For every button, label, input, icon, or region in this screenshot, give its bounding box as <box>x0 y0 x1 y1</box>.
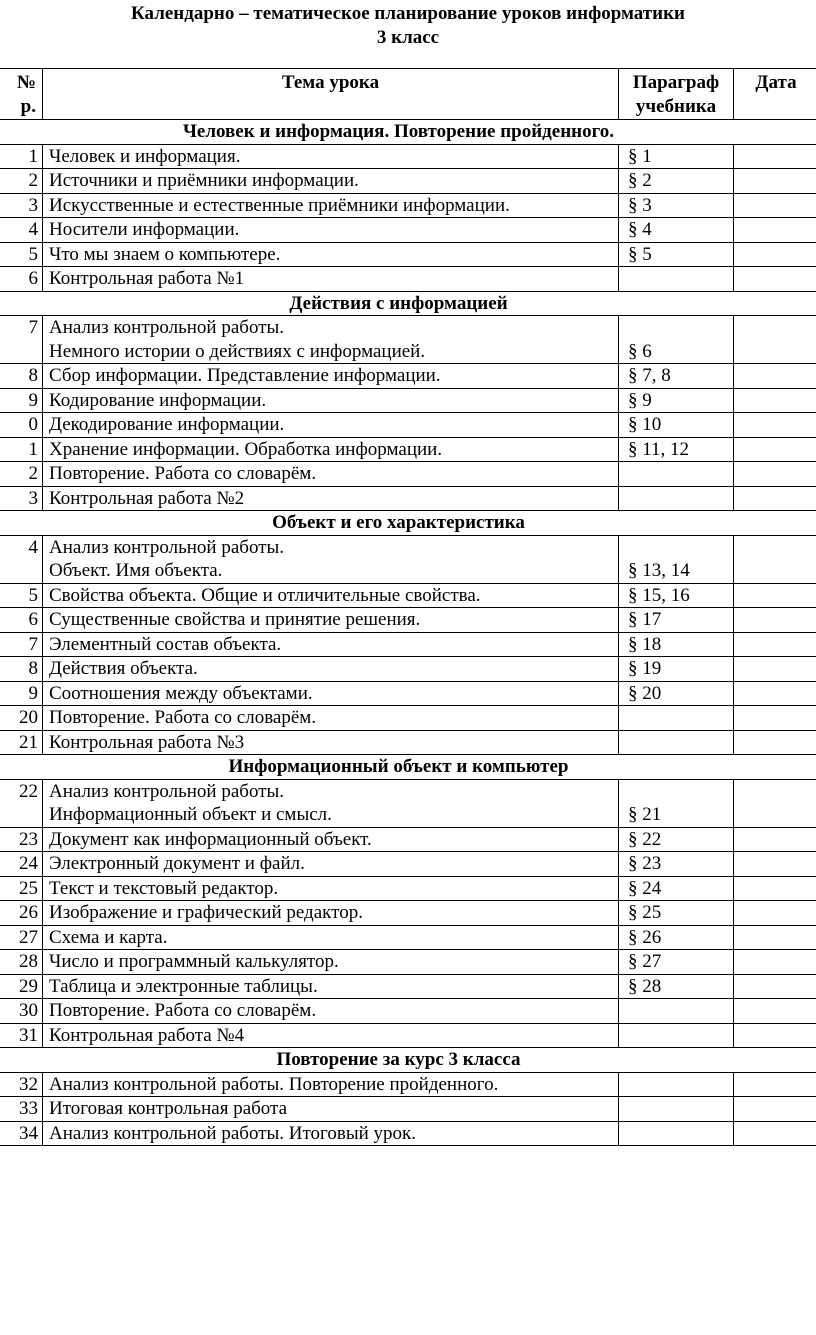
lesson-date <box>734 901 816 926</box>
lesson-topic <box>43 681 619 706</box>
lesson-number: 5 <box>0 242 43 267</box>
lesson-date <box>734 437 816 462</box>
lesson-topic-line: Немного истории о действиях с информацией. <box>49 340 426 362</box>
lesson-number: 34 <box>0 1121 43 1146</box>
textbook-paragraph <box>619 486 734 511</box>
section-header-row <box>0 120 816 145</box>
textbook-paragraph: § 4 <box>619 218 734 243</box>
table-row <box>0 169 816 194</box>
title-line-2: 3 класс <box>376 27 440 48</box>
lesson-number: 7 <box>0 632 43 657</box>
lesson-topic-line: Кодирование информации. <box>49 389 267 411</box>
table-row <box>0 218 816 243</box>
table-row <box>0 925 816 950</box>
lesson-date <box>734 730 816 755</box>
lesson-date <box>734 657 816 682</box>
lesson-date <box>734 974 816 999</box>
section-title: Действия с информацией <box>0 291 816 316</box>
lesson-topic <box>43 1023 619 1048</box>
lesson-topic <box>43 535 619 583</box>
lesson-number: 6 <box>0 608 43 633</box>
lesson-topic-line: Документ как информационный объект. <box>49 828 372 850</box>
lesson-topic <box>43 779 619 827</box>
lesson-topic <box>43 316 619 364</box>
textbook-paragraph: § 9 <box>619 388 734 413</box>
lesson-topic <box>43 925 619 950</box>
lesson-number: 32 <box>0 1072 43 1097</box>
lesson-topic-line: Повторение. Работа со словарём. <box>49 1000 317 1021</box>
lesson-number: 2 <box>0 462 43 487</box>
lesson-topic-line: Контрольная работа №1 <box>49 268 245 289</box>
lesson-date <box>734 999 816 1024</box>
lesson-date <box>734 950 816 975</box>
lesson-number: 8 <box>0 657 43 682</box>
table-row <box>0 730 816 755</box>
lesson-date <box>734 1121 816 1146</box>
lesson-topic-line: Человек и информация. <box>49 145 241 167</box>
table-row <box>0 827 816 852</box>
textbook-paragraph: § 18 <box>619 632 734 657</box>
lesson-topic-line: Сбор информации. Представление информации. <box>49 365 441 386</box>
lesson-topic-line: Анализ контрольной работы. <box>49 780 285 802</box>
table-row <box>0 901 816 926</box>
lesson-topic <box>43 242 619 267</box>
lesson-date <box>734 876 816 901</box>
textbook-paragraph: § 13, 14 <box>619 535 734 583</box>
textbook-paragraph: § 5 <box>619 242 734 267</box>
lesson-topic <box>43 144 619 169</box>
table-header-row <box>0 69 816 120</box>
lesson-number: 33 <box>0 1097 43 1122</box>
section-title: Повторение за курс 3 класса <box>0 1048 816 1073</box>
textbook-paragraph: § 27 <box>619 950 734 975</box>
section-title: Человек и информация. Повторение пройденного. <box>0 120 816 145</box>
lesson-date <box>734 706 816 731</box>
textbook-paragraph: § 15, 16 <box>619 583 734 608</box>
textbook-paragraph <box>619 1072 734 1097</box>
textbook-paragraph <box>619 267 734 292</box>
table-row <box>0 535 816 583</box>
table-row <box>0 706 816 731</box>
lesson-topic <box>43 364 619 389</box>
lesson-topic <box>43 1121 619 1146</box>
section-title: Информационный объект и компьютер <box>0 755 816 780</box>
lesson-number: 21 <box>0 730 43 755</box>
lesson-number: 4 <box>0 535 43 583</box>
lesson-date <box>734 1023 816 1048</box>
table-row <box>0 267 816 292</box>
section-title: Объект и его характеристика <box>0 511 816 536</box>
textbook-paragraph: § 26 <box>619 925 734 950</box>
lesson-topic-line: Изображение и графический редактор. <box>49 902 363 923</box>
lesson-topic-line: Повторение. Работа со словарём. <box>49 707 317 728</box>
lesson-topic-line: Анализ контрольной работы. <box>49 536 285 558</box>
textbook-paragraph <box>619 462 734 487</box>
table-row <box>0 364 816 389</box>
lesson-number: 3 <box>0 193 43 218</box>
section-header-row <box>0 1048 816 1073</box>
section-header-row <box>0 755 816 780</box>
lesson-topic <box>43 193 619 218</box>
lesson-topic-line: Анализ контрольной работы. <box>49 317 285 338</box>
lesson-topic-line: Соотношения между объектами. <box>49 682 313 704</box>
lesson-topic <box>43 974 619 999</box>
table-row <box>0 852 816 877</box>
document-title <box>0 2 816 50</box>
lesson-topic-line: Анализ контрольной работы. Итоговый урок. <box>49 1122 416 1144</box>
lesson-topic <box>43 999 619 1024</box>
table-row <box>0 193 816 218</box>
lesson-number: 1 <box>0 437 43 462</box>
lesson-topic-line: Повторение. Работа со словарём. <box>49 463 317 484</box>
textbook-paragraph: § 28 <box>619 974 734 999</box>
textbook-paragraph: § 24 <box>619 876 734 901</box>
lesson-topic-line: Таблица и электронные таблицы. <box>49 975 318 997</box>
textbook-paragraph: § 10 <box>619 413 734 438</box>
textbook-paragraph: § 21 <box>619 779 734 827</box>
lesson-number: 31 <box>0 1023 43 1048</box>
lesson-date <box>734 681 816 706</box>
lesson-date <box>734 169 816 194</box>
lesson-number: 20 <box>0 706 43 731</box>
lesson-topic-line: Существенные свойства и принятие решения. <box>49 609 421 630</box>
lesson-date <box>734 486 816 511</box>
table-row <box>0 657 816 682</box>
table-row <box>0 632 816 657</box>
lesson-number: 23 <box>0 827 43 852</box>
textbook-paragraph: § 22 <box>619 827 734 852</box>
lesson-date <box>734 242 816 267</box>
lesson-number: 22 <box>0 779 43 827</box>
textbook-paragraph: § 7, 8 <box>619 364 734 389</box>
header-date: Дата <box>734 69 816 120</box>
lesson-topic-line: Электронный документ и файл. <box>49 853 305 874</box>
textbook-paragraph <box>619 1121 734 1146</box>
lesson-topic <box>43 632 619 657</box>
lesson-date <box>734 632 816 657</box>
lesson-topic-line: Декодирование информации. <box>49 414 285 435</box>
textbook-paragraph: § 25 <box>619 901 734 926</box>
header-paragraph-line-2: учебника <box>635 95 717 117</box>
lesson-date <box>734 267 816 292</box>
lesson-number: 30 <box>0 999 43 1024</box>
lesson-topic <box>43 583 619 608</box>
lesson-number: 8 <box>0 364 43 389</box>
textbook-paragraph: § 11, 12 <box>619 437 734 462</box>
lesson-topic-line: Анализ контрольной работы. Повторение пройденного. <box>49 1073 499 1095</box>
table-row <box>0 1097 816 1122</box>
lesson-topic <box>43 901 619 926</box>
lesson-number: 24 <box>0 852 43 877</box>
lesson-topic-line: Искусственные и естественные приёмники информации. <box>49 194 510 216</box>
lesson-topic-line: Контрольная работа №4 <box>49 1024 245 1046</box>
header-paragraph <box>619 69 734 120</box>
lesson-number: 9 <box>0 681 43 706</box>
lesson-number: 1 <box>0 144 43 169</box>
lesson-topic-line: Итоговая контрольная работа <box>49 1098 288 1119</box>
textbook-paragraph: § 2 <box>619 169 734 194</box>
header-number-line-1: № <box>16 72 36 93</box>
lesson-topic <box>43 852 619 877</box>
textbook-paragraph <box>619 706 734 731</box>
lesson-topic <box>43 486 619 511</box>
textbook-paragraph <box>619 730 734 755</box>
table-row <box>0 486 816 511</box>
lesson-topic <box>43 413 619 438</box>
table-row <box>0 413 816 438</box>
lesson-topic <box>43 388 619 413</box>
textbook-paragraph <box>619 1097 734 1122</box>
lesson-number: 26 <box>0 901 43 926</box>
lesson-date <box>734 144 816 169</box>
lesson-number: 4 <box>0 218 43 243</box>
header-topic: Тема урока <box>43 69 619 120</box>
lesson-topic <box>43 1097 619 1122</box>
lesson-number: 7 <box>0 316 43 364</box>
table-row <box>0 583 816 608</box>
table-row <box>0 242 816 267</box>
lesson-number: 28 <box>0 950 43 975</box>
lesson-date <box>734 608 816 633</box>
lesson-plan-table <box>0 68 816 1146</box>
title-line-1: Календарно – тематическое планирование уроков информатики <box>131 3 685 24</box>
lesson-date <box>734 388 816 413</box>
textbook-paragraph <box>619 999 734 1024</box>
lesson-date <box>734 413 816 438</box>
lesson-topic-line: Текст и текстовый редактор. <box>49 877 279 899</box>
lesson-date <box>734 1097 816 1122</box>
lesson-topic-line: Носители информации. <box>49 219 240 240</box>
lesson-topic-line: Информационный объект и смысл. <box>49 804 332 825</box>
lesson-date <box>734 583 816 608</box>
table-row <box>0 144 816 169</box>
table-row <box>0 608 816 633</box>
table-row <box>0 1072 816 1097</box>
lesson-topic-line: Что мы знаем о компьютере. <box>49 243 281 265</box>
section-header-row <box>0 291 816 316</box>
lesson-number: 25 <box>0 876 43 901</box>
lesson-date <box>734 852 816 877</box>
lesson-topic-line: Контрольная работа №3 <box>49 731 245 753</box>
lesson-number: 2 <box>0 169 43 194</box>
lesson-topic-line: Источники и приёмники информации. <box>49 170 359 191</box>
lesson-date <box>734 364 816 389</box>
table-row <box>0 437 816 462</box>
textbook-paragraph: § 20 <box>619 681 734 706</box>
lesson-topic <box>43 827 619 852</box>
lesson-date <box>734 827 816 852</box>
textbook-paragraph: § 19 <box>619 657 734 682</box>
lesson-date <box>734 316 816 364</box>
section-header-row <box>0 511 816 536</box>
table-row <box>0 876 816 901</box>
lesson-topic-line: Хранение информации. Обработка информации. <box>49 438 443 460</box>
lesson-topic <box>43 462 619 487</box>
lesson-topic <box>43 608 619 633</box>
table-row <box>0 999 816 1024</box>
lesson-topic-line: Контрольная работа №2 <box>49 487 245 509</box>
lesson-topic <box>43 437 619 462</box>
lesson-topic <box>43 218 619 243</box>
lesson-topic <box>43 169 619 194</box>
table-row <box>0 388 816 413</box>
lesson-topic <box>43 267 619 292</box>
table-row <box>0 1023 816 1048</box>
lesson-topic-line: Число и программный калькулятор. <box>49 951 339 972</box>
lesson-date <box>734 218 816 243</box>
lesson-date <box>734 535 816 583</box>
lesson-topic-line: Схема и карта. <box>49 926 168 948</box>
lesson-topic-line: Действия объекта. <box>49 658 198 679</box>
lesson-date <box>734 1072 816 1097</box>
textbook-paragraph: § 6 <box>619 316 734 364</box>
lesson-date <box>734 462 816 487</box>
table-body <box>0 120 816 1146</box>
lesson-date <box>734 925 816 950</box>
lesson-topic <box>43 950 619 975</box>
table-row <box>0 462 816 487</box>
textbook-paragraph: § 23 <box>619 852 734 877</box>
table-row <box>0 681 816 706</box>
header-number <box>0 69 43 120</box>
textbook-paragraph: § 1 <box>619 144 734 169</box>
lesson-topic <box>43 706 619 731</box>
table-row <box>0 974 816 999</box>
header-number-line-2: р. <box>20 95 36 117</box>
lesson-number: 9 <box>0 388 43 413</box>
lesson-date <box>734 779 816 827</box>
lesson-date <box>734 193 816 218</box>
lesson-number: 6 <box>0 267 43 292</box>
lesson-topic-line: Объект. Имя объекта. <box>49 560 223 581</box>
table-row <box>0 1121 816 1146</box>
table-row <box>0 950 816 975</box>
lesson-number: 3 <box>0 486 43 511</box>
lesson-number: 27 <box>0 925 43 950</box>
table-row <box>0 779 816 827</box>
lesson-topic <box>43 876 619 901</box>
lesson-topic-line: Свойства объекта. Общие и отличительные свойства. <box>49 584 481 606</box>
lesson-topic <box>43 730 619 755</box>
lesson-topic <box>43 657 619 682</box>
textbook-paragraph: § 17 <box>619 608 734 633</box>
textbook-paragraph: § 3 <box>619 193 734 218</box>
textbook-paragraph <box>619 1023 734 1048</box>
header-paragraph-line-1: Параграф <box>632 72 720 93</box>
lesson-number: 0 <box>0 413 43 438</box>
table-row <box>0 316 816 364</box>
lesson-number: 29 <box>0 974 43 999</box>
lesson-number: 5 <box>0 583 43 608</box>
lesson-topic-line: Элементный состав объекта. <box>49 633 282 655</box>
lesson-topic <box>43 1072 619 1097</box>
